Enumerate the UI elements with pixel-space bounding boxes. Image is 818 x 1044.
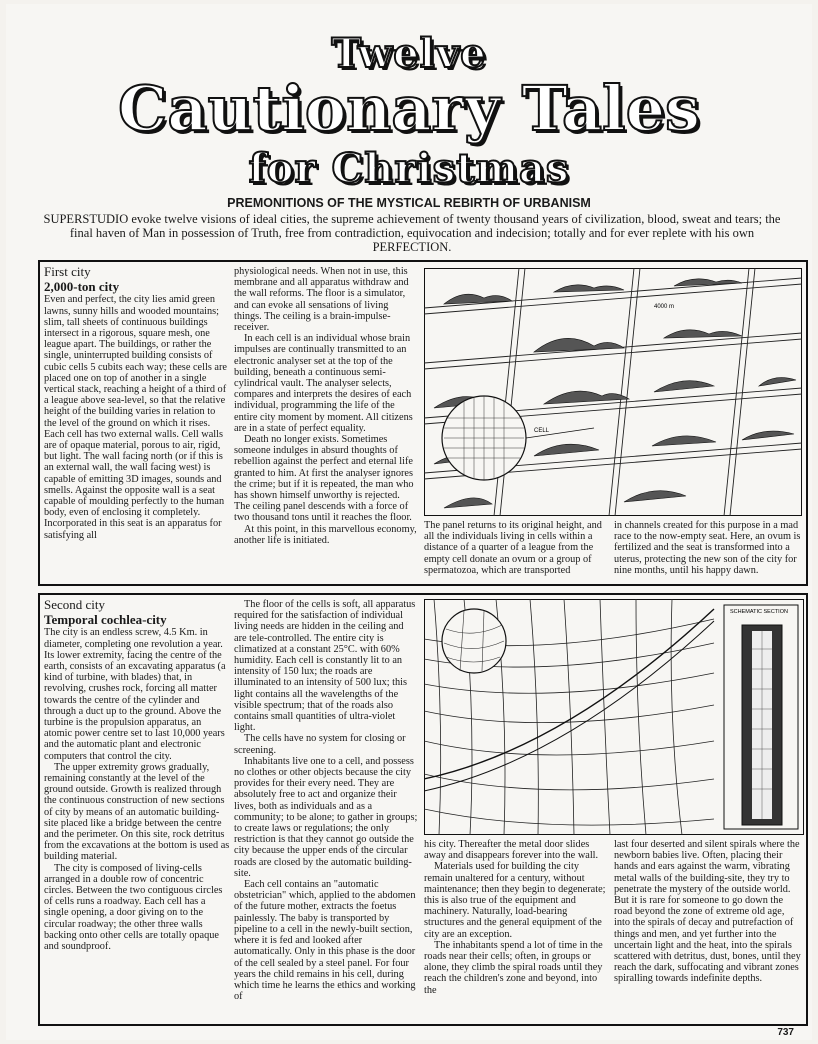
first-city-column-1	[44, 266, 230, 584]
second-city-text-2d: Each cell contains an "automatic obstetrician" which, applied to the abdomen of the future mother, extracts the foetus painlessly. The baby is transported by pipeline to a cell in the newly-built section, where it is fed and looked after automatically. Only in this phase is the door of the cell sealed by a steel panel. For four years the child remains in his cell, during which time he learns the ethics and working of	[234, 879, 416, 1003]
first-city-text-1: Even and perfect, the city lies amid green lawns, sunny hills and wooded mountains; slim, tall sheets of continuous buildings intersect in a rigorous, square mesh, one league apart. The buildings, or rather the single, uninterrupted building consists of cubic cells 5 cubits each way; these cells are placed one on top of another in a single vertical stack, reaching a height of a third of a league above sea-level, so that the relative height of the building varies in relation to the level of the ground on which it rises. Each cell has two external walls. Cell walls are of opaque material, porous to air, rigid, but light. The wall facing north (or if this is an external wall, the wall facing west) is capable of emitting 3D images, sounds and smells. Against the opposite wall is a seat capable of moulding perfectly to the human body, even of enclosing it completely. Incorporated in this seat is an apparatus for satisfying all	[44, 294, 227, 541]
title-line-3: for Christmas	[248, 145, 570, 192]
diagram1-cell-label: CELL	[534, 428, 550, 434]
second-city-column-3	[424, 839, 606, 1024]
first-city-grid-diagram	[424, 268, 802, 516]
second-city-text-2b: The cells have no system for closing or screening.	[234, 733, 406, 756]
first-city-text-2c: Death no longer exists. Sometimes someone indulges in absurd thoughts of rebellion against the perfect and eternal life granted to him. At first the analyser ignores the crime; but if it is repeated, the man who has shown himself unworthy is rejected. The ceiling panel descends with a force of two thousand tons until it reaches the floor.	[234, 434, 414, 524]
first-city-text-2a: physiological needs. When not in use, this membrane and all apparatus withdraw and the wall reforms. The floor is a simulator, and can evoke all sensations of living things. The ceiling is a brain-impulse-receiver.	[234, 266, 409, 334]
second-city-text-2a: The floor of the cells is soft, all apparatus required for the satisfaction of individual living needs are hidden in the ceiling and are tele-controlled. The entire city is climatized at a constant 25°C. with 60% humidity. Each cell is constantly lit to an intensity of 150 lux; the roads are illuminated to an intensity of 500 lux; this light contains all the wavelengths of the visible spectrum; that of the roads also contains small quantities of ultra-violet light.	[234, 599, 416, 734]
second-city-column-4	[614, 839, 802, 1024]
second-city-label: Second city	[44, 599, 106, 612]
second-city-column-2	[234, 599, 418, 1024]
diagram2-schematic-label: SCHEMATIC SECTION	[730, 609, 788, 615]
second-city-text-1a: The city is an endless screw, 4.5 Km. in diameter, completing one revolution a year.	[44, 627, 223, 650]
second-city-text-3a: his city. Thereafter the metal door slides away and disappears forever into the wall.	[424, 839, 599, 862]
title-line-2: Cautionary Tales	[118, 72, 700, 145]
diagram1-distance-label: 4000 m	[654, 304, 675, 310]
first-city-column-3	[424, 520, 606, 584]
first-city-section	[38, 260, 808, 586]
first-city-text-2d: At this point, in this marvellous economy, another life is initiated.	[234, 523, 417, 546]
second-city-name: Temporal cochlea-city	[44, 612, 167, 628]
second-city-section	[38, 593, 808, 1026]
intro-paragraph: SUPERSTUDIO evoke twelve visions of ideal cities, the supreme achievement of twenty thousand years of civilization, blood, sweat and tears; the final haven of Man in possession of Truth, free from contradiction, equivocation and indecision; totally and for ever replete with his own PERFECTION.	[43, 212, 781, 254]
subtitle: PREMONITIONS OF THE MYSTICAL REBIRTH OF URBANISM	[227, 196, 591, 210]
second-city-text-1c: The upper extremity grows gradually, remaining constantly at the level of the ground outside. Growth is realized through the continuous construction of new sections of city by means of an automatic building-site placed like a bridge between the centre and the perimeter. On this site, rock detritus from the excavations at the bottom is used as building material.	[44, 761, 230, 863]
first-city-text-4: in channels created for this purpose in a mad race to the now-empty seat. Here, an ovum is fertilized and the seat is transformed into a uterus, protecting the new son of the city for nine months, until his happy dawn.	[614, 520, 801, 576]
first-city-column-2	[234, 266, 418, 584]
second-city-text-2c: Inhabitants live one to a cell, and possess no clothes or other objects because the city provides for their every need. They are absolutely free to act and organize their lives, both as individuals and as a community; to be alone; to gather in groups; to create laws or regulations; the only restriction is that they cannot go outside the city because the upper ends of the circular roads are closed by the automatic building-site.	[234, 755, 418, 879]
first-city-label: First city	[44, 266, 91, 279]
first-city-name: 2,000-ton city	[44, 279, 120, 295]
second-city-text-1b: Its lower extremity, facing the centre of the earth, consists of an excavating apparatus (a kind of turbine, with blades) that, in revolving, crushes rock, forcing all matter towards the centre of the cylinder and through a duct up to the ground. Above the turbine is the propulsion apparatus, an atomic power centre set to last 10,000 years and the automatic plant and electronic computers that control the city.	[44, 649, 226, 762]
second-city-text-1d: The city is composed of living-cells arranged in a double row of concentric circles. Between the two contiguous circles of cells runs a roadway. Each cell has a single opening, a door giving on to the circular roadway; the other three walls backing onto other cells are totally opaque and soundproof.	[44, 862, 223, 953]
first-city-column-4	[614, 520, 802, 584]
first-city-text-3: The panel returns to its original height, and all the individuals living in cells within a distance of a quarter of a league from the empty cell donate an ovum or a group of spermatozoa, which are transported	[424, 520, 602, 576]
first-city-text-2b: In each cell is an individual whose brain impulses are continually transmitted to an electronic analyser set at the top of the building, beneath a continuous semi-cylindrical vault. The analyser selects, compares and interprets the desires of each individual, programming the life of the entire city moment by moment. All citizens are in a state of perfect equality.	[234, 333, 413, 434]
second-city-spiral-diagram	[424, 599, 804, 835]
page-number: 737	[777, 1027, 794, 1038]
second-city-text-4: last four deserted and silent spirals where the newborn babies live. Often, placing their hands and ears against the warm, vibrating metal walls of the building-site, they try to penetrate the mystery of the outside world. But it is rare for someone to go down the road beyond the zone of extreme old age, into the spirals of decay and putrefaction of things and men, and yet further into the uncertain light and the heat, into the spirals scattered with detritus, dust, bones, until they reach the dark, suffocating and vibrant zones spiralling towards indefinite depths.	[614, 839, 801, 985]
second-city-column-1	[44, 599, 230, 1024]
second-city-text-3c: The inhabitants spend a lot of time in the roads near their cells; often, in groups or alone, they climb the spiral roads until they reach the children's zone and beyond, into the	[424, 939, 603, 996]
title-line-1: Twelve	[331, 30, 487, 77]
second-city-text-3b: Materials used for building the city remain unaltered for a century, without maintenance; then they begin to degenerate; this is also true of the equipment and machinery. Naturally, load-bearing structures and the general equipment of the city are an exception.	[424, 861, 606, 940]
